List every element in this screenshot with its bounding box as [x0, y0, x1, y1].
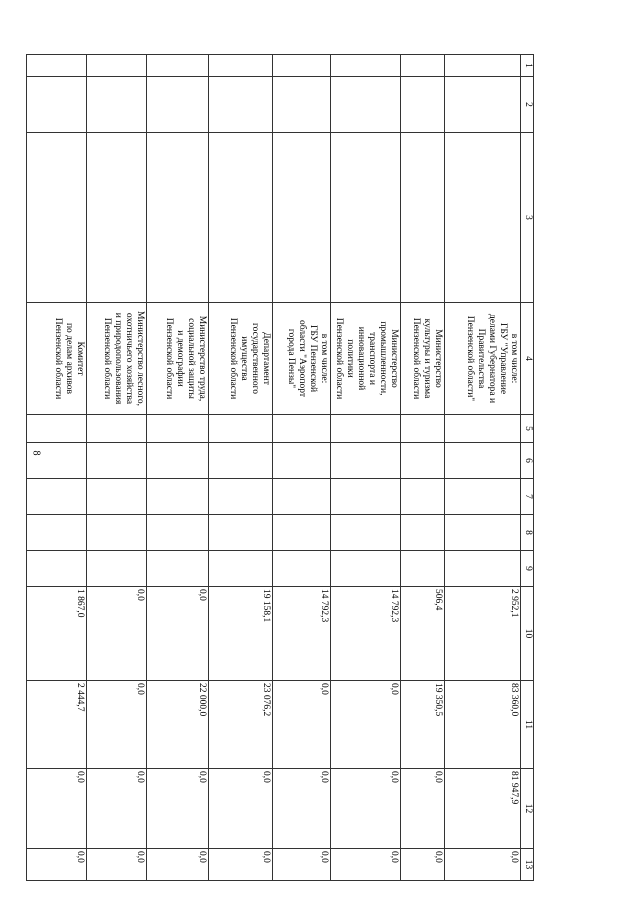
organization-name-line: промышленности, — [378, 321, 388, 396]
empty-cell — [209, 77, 273, 133]
column-header: 5 — [521, 415, 534, 443]
empty-cell — [27, 77, 87, 133]
empty-cell — [331, 55, 401, 77]
empty-cell — [87, 415, 147, 443]
empty-cell — [87, 55, 147, 77]
value-cell-col10: 14 792,3 — [273, 587, 331, 681]
empty-cell — [273, 55, 331, 77]
table-row — [401, 55, 445, 881]
empty-cell — [147, 515, 209, 551]
value-cell-col11: 2 444,7 — [27, 681, 87, 769]
empty-cell — [401, 551, 445, 587]
value-cell-col12: 0,0 — [27, 769, 87, 849]
table-row — [273, 55, 331, 881]
organization-name-line: ГБУ Пензенской — [308, 324, 318, 393]
empty-cell — [445, 77, 521, 133]
empty-cell — [401, 55, 445, 77]
value-cell-col11: 83 360,0 — [445, 681, 521, 769]
value-cell-col12: 0,0 — [209, 769, 273, 849]
organization-name-line: транспорта и — [367, 332, 377, 385]
table-row — [87, 55, 147, 881]
empty-cell — [209, 415, 273, 443]
value-cell-col12: 0,0 — [401, 769, 445, 849]
organization-name-line: Министерство — [433, 329, 443, 388]
empty-cell — [401, 515, 445, 551]
empty-cell — [209, 515, 273, 551]
empty-cell — [209, 551, 273, 587]
empty-cell — [401, 479, 445, 515]
organization-name-line: инновационной — [356, 326, 366, 391]
empty-cell — [401, 133, 445, 303]
empty-cell — [147, 55, 209, 77]
empty-cell — [273, 551, 331, 587]
value-cell-col13: 0,0 — [147, 849, 209, 881]
column-header: 4 — [521, 303, 534, 415]
value-cell-col13: 0,0 — [331, 849, 401, 881]
organization-name — [27, 303, 87, 415]
empty-cell — [27, 55, 87, 77]
organization-name-line: Пензенской области — [102, 317, 112, 400]
empty-cell — [331, 77, 401, 133]
table-row — [27, 55, 87, 881]
organization-name-line: Министерство лесного, — [135, 311, 145, 406]
empty-cell — [147, 133, 209, 303]
value-cell-col11: 22 000,0 — [147, 681, 209, 769]
organization-name — [209, 303, 273, 415]
empty-cell — [147, 415, 209, 443]
organization-name — [147, 303, 209, 415]
empty-cell — [331, 479, 401, 515]
empty-cell — [87, 77, 147, 133]
organization-name-line: охотничьего хозяйства — [124, 312, 134, 405]
column-header: 7 — [521, 479, 534, 515]
organization-name-line: Пензенской области — [334, 317, 344, 400]
empty-cell — [445, 515, 521, 551]
organization-name-line: государственного — [250, 322, 260, 395]
organization-name-line: Пензенской области — [228, 317, 238, 400]
empty-cell — [209, 133, 273, 303]
organization-name-line: ГБУ "Управление — [498, 322, 508, 395]
empty-cell — [147, 77, 209, 133]
empty-cell — [445, 479, 521, 515]
empty-cell — [331, 443, 401, 479]
organization-name — [445, 303, 521, 415]
table-row — [445, 55, 521, 881]
empty-cell — [87, 551, 147, 587]
organization-name-line: социальной защиты — [186, 318, 196, 399]
empty-cell — [331, 551, 401, 587]
column-header: 6 — [521, 443, 534, 479]
value-cell-col10: 2 952,1 — [445, 587, 521, 681]
value-cell-col11: 0,0 — [87, 681, 147, 769]
empty-cell — [27, 443, 87, 479]
organization-name-line: в том числе: — [509, 333, 519, 384]
empty-cell — [87, 515, 147, 551]
organization-name-line: и демографии — [175, 330, 185, 387]
organization-name — [331, 303, 401, 415]
value-cell-col13: 0,0 — [209, 849, 273, 881]
value-cell-col11: 23 076,2 — [209, 681, 273, 769]
empty-cell — [147, 551, 209, 587]
empty-cell — [273, 415, 331, 443]
value-cell-col13: 0,0 — [27, 849, 87, 881]
empty-cell — [27, 551, 87, 587]
empty-cell — [331, 133, 401, 303]
organization-name-line: делами Губернатора и — [487, 313, 497, 404]
value-cell-col12: 0,0 — [87, 769, 147, 849]
column-header: 9 — [521, 551, 534, 587]
empty-cell — [87, 133, 147, 303]
value-cell-col13: 0,0 — [87, 849, 147, 881]
organization-name-line: Пензенской области — [411, 317, 421, 400]
column-header: 13 — [521, 849, 534, 881]
organization-name-line: Пензенской области — [164, 317, 174, 400]
empty-cell — [147, 443, 209, 479]
empty-cell — [273, 515, 331, 551]
page-number: 8 — [30, 450, 42, 456]
column-header: 12 — [521, 769, 534, 849]
organization-name-line: Пензенской области — [53, 317, 63, 400]
empty-cell — [273, 133, 331, 303]
empty-cell — [209, 55, 273, 77]
empty-cell — [331, 515, 401, 551]
table-body — [27, 55, 521, 881]
organization-name-line: Пензенской области" — [465, 315, 475, 402]
column-header: 8 — [521, 515, 534, 551]
empty-cell — [401, 77, 445, 133]
table-row — [147, 55, 209, 881]
value-cell-col10: 14 792,3 — [331, 587, 401, 681]
organization-name-line: политики — [345, 339, 355, 378]
organization-name-line: Министерство труда, — [197, 315, 207, 402]
table-row — [209, 55, 273, 881]
value-cell-col13: 0,0 — [445, 849, 521, 881]
empty-cell — [401, 443, 445, 479]
column-header: 11 — [521, 681, 534, 769]
organization-name-line: в том числе: — [319, 333, 329, 384]
budget-table — [26, 54, 534, 881]
value-cell-col12: 0,0 — [147, 769, 209, 849]
empty-cell — [445, 443, 521, 479]
empty-cell — [87, 443, 147, 479]
value-cell-col10: 19 158,1 — [209, 587, 273, 681]
organization-name-line: области "Аэропорт — [297, 319, 307, 398]
value-cell-col12: 0,0 — [331, 769, 401, 849]
column-header: 3 — [521, 133, 534, 303]
table-row — [331, 55, 401, 881]
empty-cell — [445, 551, 521, 587]
empty-cell — [273, 77, 331, 133]
value-cell-col10: 0,0 — [87, 587, 147, 681]
organization-name — [401, 303, 445, 415]
organization-name-line: имущества — [239, 336, 249, 381]
value-cell-col10: 0,0 — [147, 587, 209, 681]
organization-name-line: культуры и туризма — [422, 318, 432, 399]
organization-name-line: Департамент — [261, 332, 271, 385]
organization-name-line: по делам архивов — [64, 322, 74, 395]
value-cell-col12: 0,0 — [273, 769, 331, 849]
empty-cell — [209, 479, 273, 515]
empty-cell — [445, 415, 521, 443]
value-cell-col11: 19 350,5 — [401, 681, 445, 769]
value-cell-col11: 0,0 — [273, 681, 331, 769]
organization-name-line: Правительства — [476, 328, 486, 389]
column-header: 1 — [521, 55, 534, 77]
empty-cell — [445, 133, 521, 303]
value-cell-col13: 0,0 — [401, 849, 445, 881]
organization-name-line: Министерство — [389, 329, 399, 388]
organization-name-line: города Пензы" — [286, 328, 296, 389]
value-cell-col12: 81 947,9 — [445, 769, 521, 849]
empty-cell — [27, 515, 87, 551]
header-row — [521, 55, 534, 881]
column-header: 2 — [521, 77, 534, 133]
empty-cell — [401, 415, 445, 443]
organization-name — [273, 303, 331, 415]
value-cell-col13: 0,0 — [273, 849, 331, 881]
value-cell-col11: 0,0 — [331, 681, 401, 769]
column-header: 10 — [521, 587, 534, 681]
empty-cell — [27, 479, 87, 515]
organization-name — [87, 303, 147, 415]
empty-cell — [147, 479, 209, 515]
empty-cell — [87, 479, 147, 515]
empty-cell — [445, 55, 521, 77]
organization-name-line: и природопользования — [113, 312, 123, 405]
empty-cell — [331, 415, 401, 443]
empty-cell — [273, 479, 331, 515]
empty-cell — [27, 415, 87, 443]
value-cell-col10: 506,4 — [401, 587, 445, 681]
value-cell-col10: 1 867,0 — [27, 587, 87, 681]
organization-name-line: Комитет — [75, 341, 85, 376]
empty-cell — [209, 443, 273, 479]
empty-cell — [27, 133, 87, 303]
empty-cell — [273, 443, 331, 479]
